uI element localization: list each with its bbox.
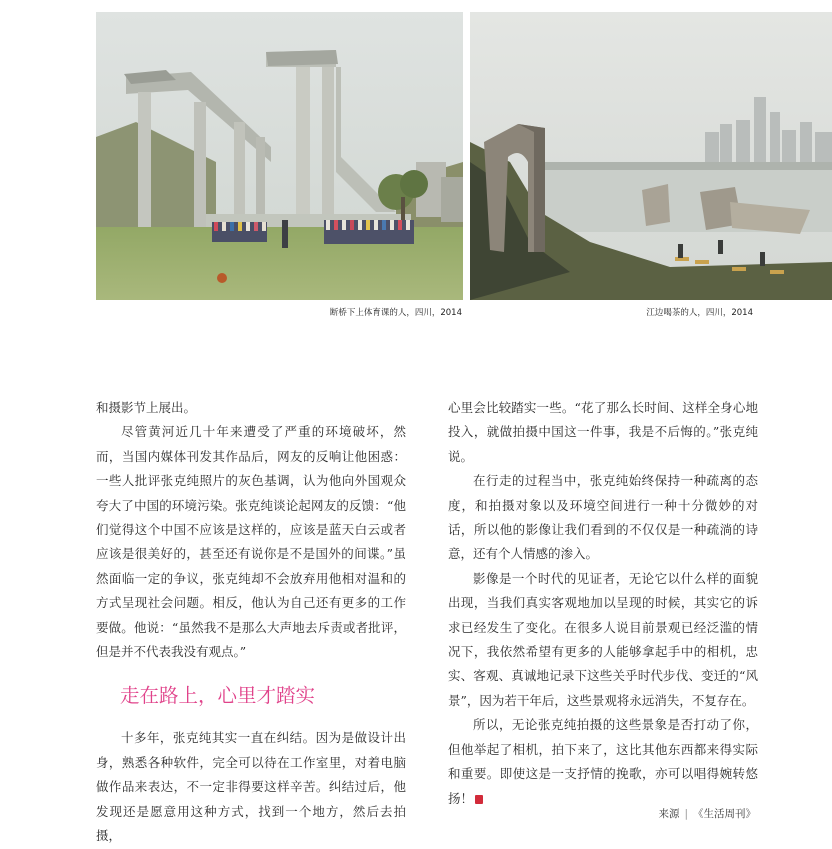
paragraph: 影像是一个时代的见证者，无论它以什么样的面貌出现，当我们真实客观地加以呈现的时候，其实它的诉求已经发生了变化。在很多人说目前景观已经泛滥的情况下，我依然希望有更多的人能够拿起手中的相机，忠实、客观、真诚地记录下这些关乎时代步伐、变迁的“风景”，因为若干年后，这些景观将永远消失，不复存在。 <box>448 570 758 708</box>
riverside-tea-image <box>470 12 832 300</box>
paragraph: 尽管黄河近几十年来遭受了严重的环境破坏，然而，当国内媒体刊发其作品后，网友的反响让他困惑：一些人批评张克纯照片的灰色基调，认为他向外国观众夸大了中国的环境污染。张克纯谈论起网友的反馈：“他们觉得这个中国不应该是这样的，应该是蓝天白云或者应该是很美好的，甚至还有说你是不是国外的间谍。”虽然面临一定的争议，张克纯却不会放弃用他相对温和的方式呈现社会问题。相反，他认为自己还有更多的工作要做。他说：“虽然我不是那么大声地去斥责或者批评，但是并不代表我没有观点。” <box>96 424 406 660</box>
photo-broken-bridge <box>96 12 463 300</box>
paragraph: 十多年，张克纯其实一直在纠结。因为是做设计出身，熟悉各种软件，完全可以待在工作室里，对着电脑做作品来表达，不一定非得要这样辛苦。纠结过后，他发现还是愿意用这种方式，找到一个地方，然后去拍摄， <box>96 730 406 844</box>
photo-caption-2: 江边喝茶的人，四川，2014 <box>646 308 753 318</box>
photo-riverside-tea <box>470 12 832 300</box>
photo-caption-1: 断桥下上体育课的人，四川，2014 <box>329 308 462 318</box>
section-heading: 走在路上，心里才踏实 <box>120 684 316 708</box>
end-mark-icon <box>475 795 483 804</box>
paragraph: 心里会比较踏实一些。“花了那么长时间、这样全身心地投入，就做拍摄中国这一件事，我是不后悔的。”张克纯说。 <box>448 400 758 464</box>
left-column <box>96 396 406 849</box>
paragraph-last <box>448 713 758 811</box>
broken-bridge-image <box>96 12 463 300</box>
source-credit <box>658 806 756 821</box>
right-column <box>448 396 758 811</box>
paragraph-text: 所以，无论张克纯拍摄的这些景象是否打动了你，但他举起了相机，拍下来了，这比其他东西都来得实际和重要。即使这是一支抒情的挽歌，亦可以唱得婉转悠扬！ <box>448 717 758 806</box>
source-separator: | <box>684 808 688 820</box>
source-name: 《生活周刊》 <box>693 808 756 820</box>
paragraph: 和摄影节上展出。 <box>96 400 197 415</box>
source-label: 来源 <box>658 808 680 820</box>
paragraph: 在行走的过程当中，张克纯始终保持一种疏离的态度，和拍摄对象以及环境空间进行一种十分微妙的对话，所以他的影像让我们看到的不仅仅是一种疏淌的诗意，还有个人情感的渗入。 <box>448 473 758 562</box>
